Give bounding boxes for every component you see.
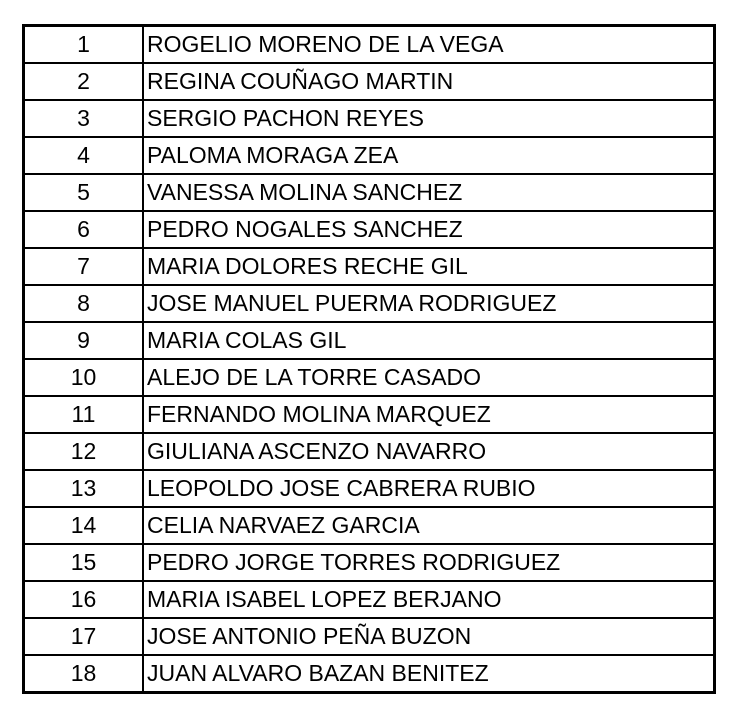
table-row xyxy=(24,322,715,359)
row-number-cell: 12 xyxy=(24,433,144,470)
row-name-cell: CELIA NARVAEZ GARCIA xyxy=(143,507,715,544)
row-number-cell: 14 xyxy=(24,507,144,544)
row-number-cell: 4 xyxy=(24,137,144,174)
table-row xyxy=(24,63,715,100)
row-number-cell: 5 xyxy=(24,174,144,211)
row-number-cell: 2 xyxy=(24,63,144,100)
table-row xyxy=(24,248,715,285)
row-name-cell: PEDRO NOGALES SANCHEZ xyxy=(143,211,715,248)
row-name-cell: GIULIANA ASCENZO NAVARRO xyxy=(143,433,715,470)
row-number-cell: 10 xyxy=(24,359,144,396)
names-table-body xyxy=(24,26,715,693)
row-number-cell: 9 xyxy=(24,322,144,359)
row-number-cell: 15 xyxy=(24,544,144,581)
row-number-cell: 6 xyxy=(24,211,144,248)
row-name-cell: MARIA ISABEL LOPEZ BERJANO xyxy=(143,581,715,618)
table-row xyxy=(24,137,715,174)
row-number-cell: 11 xyxy=(24,396,144,433)
row-name-cell: MARIA COLAS GIL xyxy=(143,322,715,359)
table-row xyxy=(24,211,715,248)
row-name-cell: PEDRO JORGE TORRES RODRIGUEZ xyxy=(143,544,715,581)
row-name-cell: MARIA DOLORES RECHE GIL xyxy=(143,248,715,285)
row-number-cell: 1 xyxy=(24,26,144,64)
table-row xyxy=(24,26,715,64)
row-number-cell: 17 xyxy=(24,618,144,655)
row-number-cell: 13 xyxy=(24,470,144,507)
row-name-cell: JUAN ALVARO BAZAN BENITEZ xyxy=(143,655,715,693)
row-name-cell: REGINA COUÑAGO MARTIN xyxy=(143,63,715,100)
table-row xyxy=(24,359,715,396)
row-number-cell: 7 xyxy=(24,248,144,285)
row-number-cell: 16 xyxy=(24,581,144,618)
row-name-cell: ALEJO DE LA TORRE CASADO xyxy=(143,359,715,396)
row-name-cell: JOSE MANUEL PUERMA RODRIGUEZ xyxy=(143,285,715,322)
table-row xyxy=(24,470,715,507)
table-row xyxy=(24,100,715,137)
row-number-cell: 18 xyxy=(24,655,144,693)
row-name-cell: ROGELIO MORENO DE LA VEGA xyxy=(143,26,715,64)
row-name-cell: FERNANDO MOLINA MARQUEZ xyxy=(143,396,715,433)
row-name-cell: LEOPOLDO JOSE CABRERA RUBIO xyxy=(143,470,715,507)
table-row xyxy=(24,433,715,470)
table-row xyxy=(24,507,715,544)
row-name-cell: VANESSA MOLINA SANCHEZ xyxy=(143,174,715,211)
table-row xyxy=(24,544,715,581)
table-row xyxy=(24,655,715,693)
row-number-cell: 3 xyxy=(24,100,144,137)
names-table xyxy=(22,24,716,694)
row-number-cell: 8 xyxy=(24,285,144,322)
row-name-cell: PALOMA MORAGA ZEA xyxy=(143,137,715,174)
table-row xyxy=(24,174,715,211)
table-row xyxy=(24,285,715,322)
row-name-cell: JOSE ANTONIO PEÑA BUZON xyxy=(143,618,715,655)
row-name-cell: SERGIO PACHON REYES xyxy=(143,100,715,137)
table-row xyxy=(24,396,715,433)
table-row xyxy=(24,618,715,655)
table-row xyxy=(24,581,715,618)
